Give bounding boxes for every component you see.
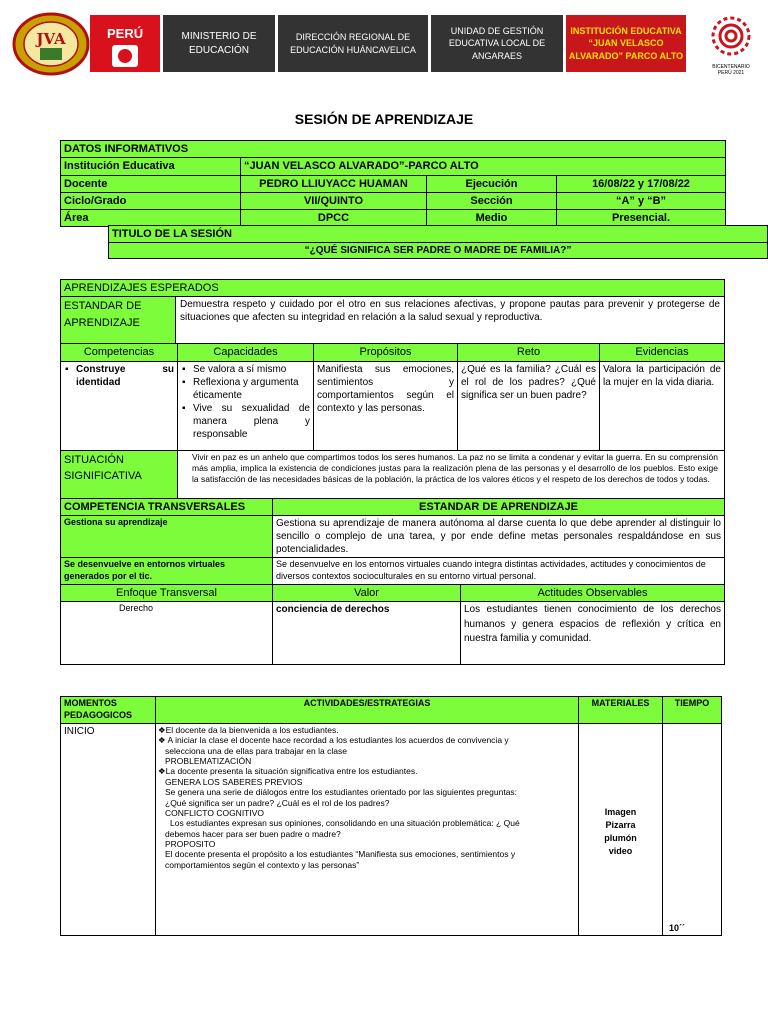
school-seal-logo [12,12,90,76]
institucion-value: “JUAN VELASCO ALVARADO”-PARCO ALTO [241,158,726,175]
ugel-box [431,15,563,72]
situacion-label: SITUACIÓN SIGNIFICATIVA [61,450,178,503]
conflicto-heading: CONFLICTO COGNITIVO [165,807,265,818]
problematizacion-heading: PROBLEMATIZACIÓN [165,756,252,767]
material-item: Imagen [604,807,637,817]
svg-text:JVA: JVA [36,30,66,48]
docente-label: Docente [61,175,241,192]
material-item: plumón [604,833,637,844]
material-item: Pizarra [605,820,636,831]
capacidades-list [181,363,310,441]
dre-text: DIRECCIÓN REGIONAL DE EDUCACIÓN HUÁNCAVELICA [290,32,416,55]
medio-value: Presencial. [557,210,726,227]
ciclo-value: VII/QUINTO [241,192,427,209]
ministerio-box [163,15,275,72]
titulo-table [108,225,768,259]
proposito-heading: PROPOSITO [165,838,216,849]
act-dialogos-b: ¿Qué significa ser un padre? ¿Cuál es el rol de los padres? [165,797,390,808]
col-materiales: MATERIALES [579,697,663,724]
medio-label: Medio [427,210,557,227]
act-situacion: ❖La docente presenta la situación significativa entre los estudiantes. [158,766,418,777]
col-reto: Reto [458,344,600,361]
act-proposito-b: comportamientos según el contexto y las personas” [165,859,360,870]
saberes-heading: GENERA LOS SABERES PREVIOS [165,776,303,787]
area-label: Área [61,210,241,227]
material-item: video [608,846,633,857]
trans2-text: Se desenvuelve en los entornos virtuales cuando integra distintas actividades, actitudes y conocimientos de diversos contextos socioculturales en su entorno virtual personal. [273,558,725,586]
capacidad-item: ▪ Vive su sexualidad de manera plena y responsable [181,402,310,441]
act-dialogos: Se genera una serie de diálogos entre los estudiantes orientado por las siguientes preguntas: [165,787,518,798]
titulo-label: TITULO DE LA SESIÓN [109,226,768,243]
ie-box [566,15,686,72]
evidencias-text: Valora la participación de la mujer en la vida diaria. [600,361,725,450]
col-momentos: MOMENTOS PEDAGOGICOS [61,697,156,724]
ejecucion-label: Ejecución [427,175,557,192]
valor-label: Valor [273,585,461,602]
proposito-text: Manifiesta sus emociones, sentimientos y comportamientos según el contexto y las personas. [314,361,458,450]
enfoque-label: Enfoque Transversal [61,585,273,602]
act-bienvenida: ❖El docente da la bienvenida a los estudiantes. [158,725,339,735]
ie-text: INSTITUCIÓN EDUCATIVA “JUAN VELASCO ALVARADO” PARCO ALTO [568,26,684,61]
estandar-text: Demuestra respeto y cuidado por el otro en sus relaciones afectivas, y propone pautas para prevenir y protegerse de situaciones que afecten su integridad en relación a la salud sexual y reproductiva. [176,297,725,344]
materiales-list [579,724,663,936]
enfoque-value: Derecho [61,602,273,665]
capacidad-item: ▪ Se valora a sí mismo [181,363,310,376]
trans1-text: Gestiona su aprendizaje de manera autónoma al darse cuenta lo que debe aprender al distinguir lo sencillo o complejo de una tarea, y por ende define metas personales respaldándose en sus potencialidades. [273,516,725,558]
actitudes-label: Actitudes Observables [461,585,725,602]
seccion-label: Sección [427,192,557,209]
act-proposito: El docente presenta el propósito a los estudiantes “Manifiesta sus emociones, sentimientos y [165,849,516,860]
inicio-label: INICIO [61,724,156,936]
tiempo-value: 10´´ [663,724,722,936]
bicentenario-text: BICENTENARIO PERÚ 2021 [712,64,750,76]
transversal-label: COMPETENCIA TRANSVERSALES [61,499,273,516]
trans2-label: Se desenvuelve en entornos virtuales generados por el tic. [61,558,273,586]
capacidad-item: ▪ Reflexiona y argumenta éticamente [181,376,310,402]
reto-text: ¿Qué es la familia? ¿Cuál es el rol de los padres? ¿Qué significa ser un buen padre? [458,361,600,450]
seccion-value: “A” y “B” [557,192,726,209]
competencia-item: ▪ Construye su identidad [64,363,174,389]
situacion-text: Vivir en paz es un anhelo que compartimos todos los seres humanos. La paz no se limita a condenar y evitar la guerra. En su comprensión más amplia, implica la existencia de condiciones justas para la realización plena de las personas y el desarrollo de los pueblos. Esto exige la satisfacción de las necesidades básicas de la población, la práctica de los valores éticos y el respeto de los derechos de todos y todas. [178,450,725,503]
ejecucion-value: 16/08/22 y 17/08/22 [557,175,726,192]
act-acuerdos: ❖ A iniciar la clase el docente hace recordad a los estudiantes los acuerdos de convivencia y [158,735,509,746]
act-opiniones: Los estudiantes expresan sus opiniones, consolidando en una situación problemática: ¿ Qué [170,818,520,829]
bicentenario-logo [702,14,760,74]
col-actividades: ACTIVIDADES/ESTRATEGIAS [156,697,579,724]
dre-box [278,15,428,72]
datos-header: DATOS INFORMATIVOS [61,141,726,158]
estandar-label: ESTANDAR DE APRENDIZAJE [61,297,176,344]
act-opiniones-b: debemos hacer para ser buen padre o madre? [165,828,341,839]
act-acuerdos-b: selecciona una de ellas para trabajar en la clase [165,745,347,756]
page-title: SESIÓN DE APRENDIZAJE [294,111,474,127]
momentos-table [60,696,722,936]
transversal-table [60,498,725,586]
datos-table [60,140,726,227]
estandar2-label: ESTANDAR DE APRENDIZAJE [273,499,725,516]
trans1-label: Gestiona su aprendizaje [61,516,273,558]
titulo-value: “¿QUÉ SIGNIFICA SER PADRE O MADRE DE FAMILIA?” [109,243,768,259]
institucion-label: Institución Educativa [61,158,241,175]
col-capacidades: Capacidades [178,344,314,361]
col-competencias: Competencias [61,344,178,361]
valor-value: conciencia de derechos [273,602,461,665]
col-evidencias: Evidencias [600,344,725,361]
docente-value: PEDRO LLIUYACC HUAMAN [241,175,427,192]
col-propositos: Propósitos [314,344,458,361]
ciclo-label: Ciclo/Grado [61,192,241,209]
enfoque-table [60,584,725,665]
actitudes-value: Los estudiantes tienen conocimiento de los derechos humanos y genera espacios de reflexión y crítica en nuestra familia y comunidad. [461,602,725,665]
ministerio-text: MINISTERIO DE EDUCACIÓN [181,31,257,56]
peru-logo [90,15,160,72]
aprendizajes-header: APRENDIZAJES ESPERADOS [61,280,725,297]
ugel-text: UNIDAD DE GESTIÓN EDUCATIVA LOCAL DE ANGARAES [448,26,546,61]
peru-text: PERÚ [107,26,144,41]
area-value: DPCC [241,210,427,227]
aprendizajes-table [60,279,725,504]
col-tiempo: TIEMPO [663,697,722,724]
bicentenario-icon [702,14,760,62]
